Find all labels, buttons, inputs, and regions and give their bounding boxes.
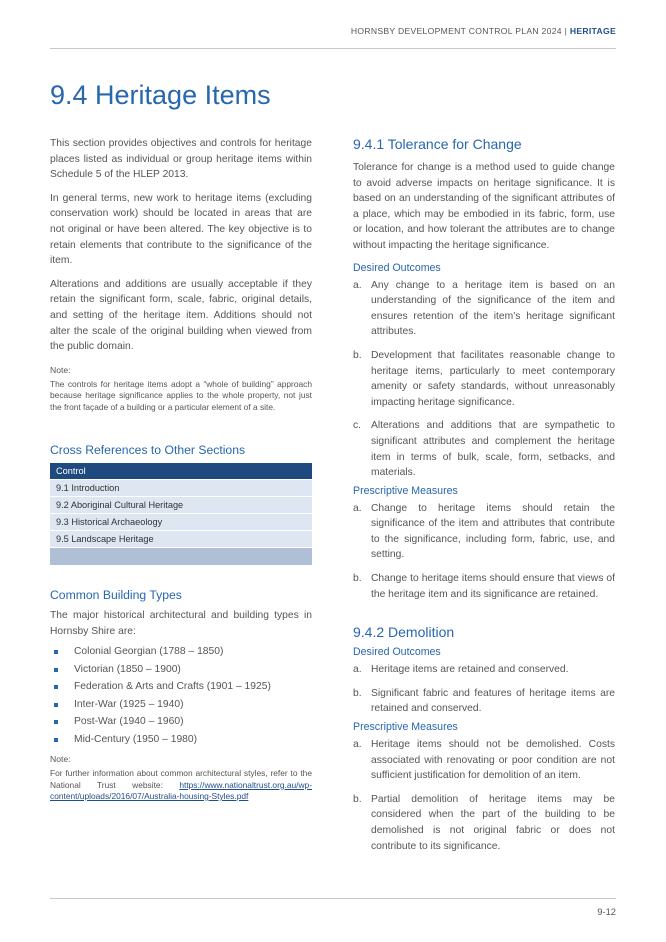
page-title: 9.4 Heritage Items	[50, 80, 271, 110]
page-number: 9-12	[597, 906, 616, 917]
list-marker: a.	[353, 502, 362, 514]
list-item	[353, 662, 615, 678]
list-marker: a.	[353, 739, 362, 751]
list-item: Inter-War (1925 – 1940)	[50, 696, 312, 714]
list-text: Change to heritage items should ensure that views of the heritage item and its significance are retained.	[371, 573, 615, 600]
note-label: Note:	[50, 364, 71, 375]
list-item	[353, 278, 615, 340]
header-separator: |	[564, 26, 568, 36]
list-marker: c.	[353, 420, 362, 432]
list-item	[353, 418, 615, 480]
building-types-list	[50, 643, 312, 748]
tolerance-intro: Tolerance for change is a method used to guide change to avoid adverse impacts on heritage significance. It is based on an understanding of the significant attributes of a place, which may be embodied in its fabric, form, use or location, and how tolerant the attributes are to change without impacting the heritage significance.	[353, 162, 615, 251]
table-row	[50, 479, 312, 496]
national-trust-link[interactable]: https://www.nationaltrust.org.au/wp-content/uploads/2016/07/Australia-housing-Styles.pdf	[50, 779, 312, 801]
demolition-measures-list	[353, 737, 615, 854]
list-text: Change to heritage items should retain the significance of the item and attributes that contribute to the significance, including form, fabric, use, and setting.	[371, 502, 615, 561]
header-section: HERITAGE	[569, 26, 616, 36]
list-item	[353, 571, 615, 602]
tolerance-outcomes-heading: Desired Outcomes	[353, 261, 441, 274]
list-item: Mid-Century (1950 – 1980)	[50, 731, 312, 749]
list-marker: b.	[353, 573, 362, 585]
header-plan-title: HORNSBY DEVELOPMENT CONTROL PLAN 2024	[350, 26, 562, 36]
table-blank-cell	[50, 547, 312, 565]
left-column	[50, 136, 312, 802]
tolerance-measures-heading: Prescriptive Measures	[353, 484, 458, 497]
list-item: Federation & Arts and Crafts (1901 – 1925)	[50, 678, 312, 696]
table-cell: 9.2 Aboriginal Cultural Heritage	[50, 496, 312, 513]
list-marker: b.	[353, 793, 362, 805]
table-row	[50, 530, 312, 547]
list-marker: a.	[353, 664, 362, 676]
demolition-outcomes-heading: Desired Outcomes	[353, 646, 441, 659]
note-text: The controls for heritage items adopt a “whole of building” approach because heritage significance applies to the whole property, not just the front façade of a building or a particular element of a site.	[50, 378, 312, 412]
list-item: Post-War (1940 – 1960)	[50, 713, 312, 731]
building-types-intro: The major historical architectural and building types in Hornsby Shire are:	[50, 609, 312, 637]
table-blank-row	[50, 547, 312, 565]
demolition-measures-heading: Prescriptive Measures	[353, 721, 458, 734]
list-text: Partial demolition of heritage items may be considered when the part of the building to be demolished is not original fabric or does not contribute to its significance.	[371, 793, 615, 852]
tolerance-heading: 9.4.1 Tolerance for Change	[353, 136, 522, 152]
list-marker: b.	[353, 349, 362, 361]
list-text: Alterations and additions that are sympathetic to significant attributes and complement the heritage item in terms of bulk, scale, form, setbacks, and materials.	[371, 420, 615, 479]
tolerance-outcomes-list	[353, 278, 615, 481]
list-text: Significant fabric and features of heritage items are retained and conserved.	[371, 687, 615, 715]
header-divider	[50, 48, 616, 49]
note-label: Note:	[50, 754, 71, 765]
table-header-row	[50, 463, 312, 480]
xref-table	[50, 463, 312, 566]
right-column	[353, 136, 615, 862]
list-text: Heritage items should not be demolished. Costs associated with renovating or poor condition are not sufficient justification for demolition of an item.	[371, 739, 615, 782]
running-header	[351, 26, 616, 36]
note-text-body: For further information about common architectural styles, refer to the National Trust website:	[50, 768, 312, 790]
list-marker: a.	[353, 279, 362, 291]
list-text: Any change to a heritage item is based on an understanding of the significance of the item and ensures retention of the item’s heritage significant attributes.	[371, 279, 615, 338]
demolition-heading: 9.4.2 Demolition	[353, 624, 455, 641]
list-item	[353, 792, 615, 854]
building-types-heading: Common Building Types	[50, 587, 182, 602]
footer-divider	[50, 898, 616, 899]
table-row	[50, 496, 312, 513]
list-marker: b.	[353, 687, 362, 699]
xref-heading: Cross References to Other Sections	[50, 442, 246, 457]
table-header-cell: Control	[50, 463, 312, 480]
list-item	[353, 737, 615, 784]
tolerance-measures-list	[353, 501, 615, 603]
list-item	[353, 686, 615, 717]
list-item	[353, 501, 615, 563]
list-text: Development that facilitates reasonable change to heritage items, particularly to meet contemporary amenity or safety standards, without unreasonably impacting heritage significance.	[371, 349, 615, 408]
note-text	[50, 768, 312, 802]
intro-paragraph: In general terms, new work to heritage items (excluding conservation work) should be located in areas that are not original or have been altered. The key objective is to retain elements that contribute to the significance of the item.	[50, 192, 312, 267]
list-item: Victorian (1850 – 1900)	[50, 661, 312, 679]
list-item	[353, 348, 615, 410]
list-item: Colonial Georgian (1788 – 1850)	[50, 643, 312, 661]
table-row	[50, 513, 312, 530]
table-cell: 9.1 Introduction	[50, 479, 312, 496]
list-text: Heritage items are retained and conserved.	[371, 664, 569, 676]
intro-paragraph: Alterations and additions are usually acceptable if they retain the significant form, scale, fabric, original details, and setting of the heritage item. Additions should not alter the scale of the original building when viewed from the public domain.	[50, 278, 312, 353]
table-cell: 9.5 Landscape Heritage	[50, 530, 312, 547]
intro-paragraph: This section provides objectives and controls for heritage places listed as individual or group heritage items within Schedule 5 of the HLEP 2013.	[50, 138, 312, 181]
demolition-outcomes-list	[353, 662, 615, 717]
table-cell: 9.3 Historical Archaeology	[50, 513, 312, 530]
